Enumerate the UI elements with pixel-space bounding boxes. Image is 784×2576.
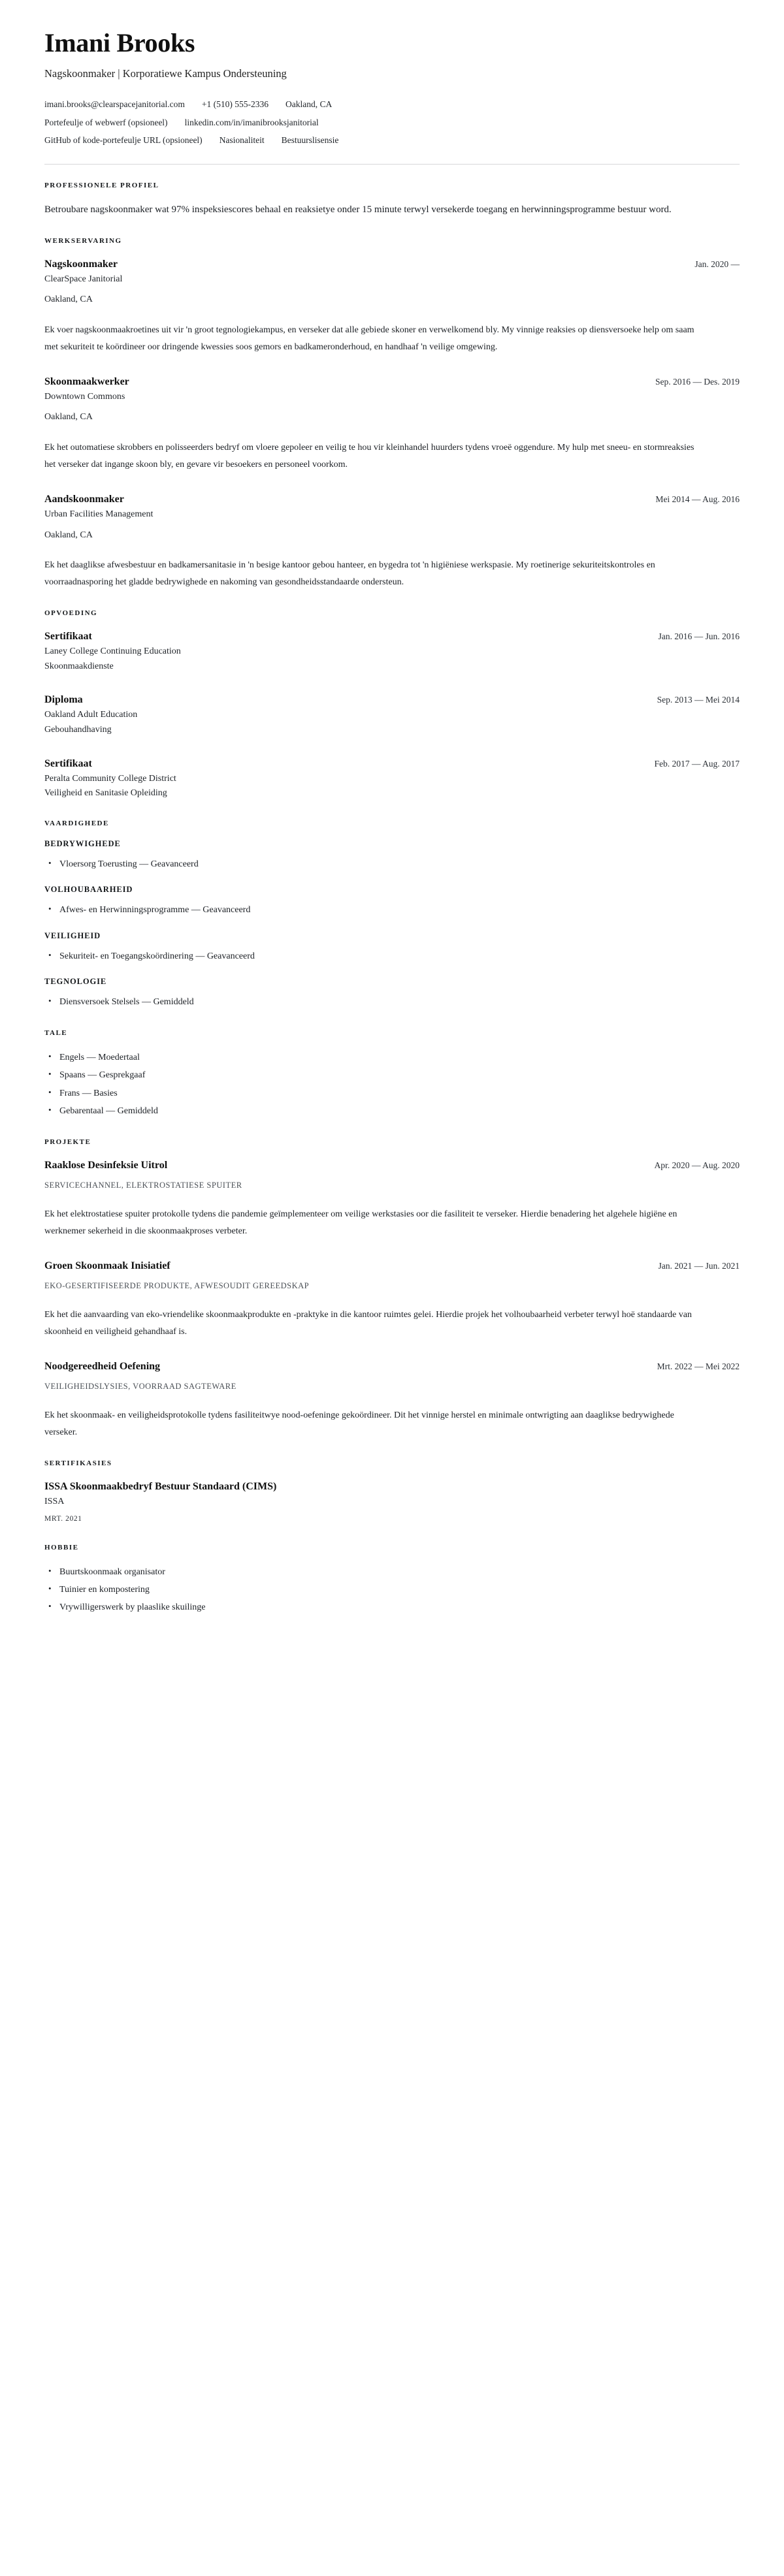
section-title-education: OPVOEDING: [44, 609, 98, 617]
project-title: Groen Skoonmaak Inisiatief: [44, 1260, 171, 1272]
entry-header: [44, 374, 740, 390]
list-item: • Sekuriteit- en Toegangskoördinering — Geavanceerd: [44, 947, 740, 965]
degree-title: Diploma: [44, 694, 83, 706]
linkedin-value[interactable]: linkedin.com/in/imanibrooksjanitorial: [184, 117, 319, 127]
skill-group: [44, 839, 740, 873]
profile-text: Betroubare nagskoonmaker wat 97% inspeksiescores behaal en reaksietye onder 15 minute terwyl versekerde toegang en herwinningsprogramme bestuur word.: [44, 204, 672, 215]
job-organization: ClearSpace Janitorial: [44, 274, 123, 284]
entry-header: [44, 756, 740, 772]
job-location: Oakland, CA: [44, 412, 93, 422]
github-value[interactable]: GitHub of kode-portefeulje URL (opsioneel): [44, 135, 203, 146]
job-date: Jan. 2020 —: [694, 259, 740, 269]
degree-date: Sep. 2013 — Mei 2014: [657, 695, 740, 705]
list-item: • Buurtskoonmaak organisator: [44, 1563, 740, 1581]
education-entry: [44, 692, 740, 737]
field-of-study: Gebouhandhaving: [44, 724, 112, 735]
contact-line-3: [44, 131, 740, 150]
list-item: • Frans — Basies: [44, 1085, 740, 1102]
job-description: Ek voer nagskoonmaakroetines uit vir 'n groot tegnologiekampus, en verseker dat alle gebiede skoner en verwelkomend bly. My vinnige reaksies op diensversoeke help om saam met sekuriteit te koördineer oor dringende kwessies soos gemors en badkameronderhoud, en handhaaf 'n veilige omgewing.: [44, 325, 694, 352]
entry-header: [44, 1359, 740, 1375]
skill-group: [44, 931, 740, 965]
certification-title: ISSA Skoonmaakbedryf Bestuur Standaard (CIMS): [44, 1480, 277, 1492]
degree-title: Sertifikaat: [44, 757, 92, 769]
job-title: Skoonmaakwerker: [44, 375, 129, 387]
job-date: Mei 2014 — Aug. 2016: [655, 494, 740, 504]
project-title: Noodgereedheid Oefening: [44, 1360, 161, 1372]
skill-group: [44, 977, 740, 1011]
project-description: Ek het elektrostatiese spuiter protokolle tydens die pandemie geïmplementeer om veilige werkstasies oor die fasiliteit te verseker. Hierdie benadering het algehele higiëne en werknemer sekerheid in die skoonmaakproses verbeter.: [44, 1209, 678, 1237]
experience-entry: [44, 492, 740, 591]
list-item: • Gebarentaal — Gemiddeld: [44, 1102, 740, 1120]
section-title-certifications: SERTIFIKASIES: [44, 1459, 112, 1467]
job-organization: Downtown Commons: [44, 391, 125, 402]
section-hobbies: [44, 1544, 740, 1617]
section-certifications: [44, 1459, 740, 1525]
school-name: Peralta Community College District: [44, 773, 176, 784]
project-title: Raaklose Desinfeksie Uitrol: [44, 1160, 168, 1171]
project-entry: [44, 1158, 740, 1240]
skill-list: [44, 993, 740, 1011]
skill-group-title: VEILIGHEID: [44, 930, 101, 940]
project-stack: SERVICECHANNEL, ELEKTROSTATIESE SPUITER: [44, 1181, 242, 1190]
job-title: Aandskoonmaker: [44, 493, 124, 505]
skill-list: [44, 855, 740, 873]
section-title-skills: VAARDIGHEDE: [44, 819, 109, 827]
project-date: Jan. 2021 — Jun. 2021: [658, 1261, 740, 1271]
education-entry: [44, 629, 740, 674]
entry-header: [44, 492, 740, 507]
project-entry: [44, 1258, 740, 1341]
list-item: • Spaans — Gesprekgaaf: [44, 1066, 740, 1084]
list-item: • Tuinier en kompostering: [44, 1581, 740, 1598]
section-title-hobbies: HOBBIE: [44, 1543, 79, 1551]
job-title: Nagskoonmaker: [44, 258, 118, 270]
skill-group: [44, 885, 740, 919]
job-location: Oakland, CA: [44, 530, 93, 540]
project-entry: [44, 1359, 740, 1441]
section-profile: [44, 182, 740, 219]
portfolio-value[interactable]: Portefeulje of webwerf (opsioneel): [44, 117, 168, 127]
email-value[interactable]: imani.brooks@clearspacejanitorial.com: [44, 99, 185, 109]
section-title-languages: TALE: [44, 1029, 68, 1038]
certification-issuer: ISSA: [44, 1496, 65, 1506]
header-divider: [44, 164, 740, 165]
experience-entry: [44, 257, 740, 356]
job-location: Oakland, CA: [44, 294, 93, 305]
section-experience: [44, 237, 740, 591]
job-organization: Urban Facilities Management: [44, 509, 154, 519]
hobby-list: [44, 1563, 740, 1617]
headline: Nagskoonmaker | Korporatiewe Kampus Ondersteuning: [44, 67, 287, 80]
location-value: Oakland, CA: [285, 99, 333, 109]
field-of-study: Skoonmaakdienste: [44, 661, 114, 671]
list-item: • Diensversoek Stelsels — Gemiddeld: [44, 993, 740, 1011]
contact-line-2: [44, 114, 740, 132]
job-description: Ek het daaglikse afwesbestuur en badkamersanitasie in 'n besige kantoor gebou hanteer, en bygedra tot 'n higiëniese werkspasie. My roetinerige sekuriteitskontroles en voorraadnasporing het gladde bedrywighede en nakoming van gesondheidsstandaarde ondersteun.: [44, 560, 655, 588]
degree-title: Sertifikaat: [44, 630, 92, 642]
project-stack: VEILIGHEIDSLYSIES, VOORRAAD SAGTEWARE: [44, 1381, 237, 1391]
section-education: [44, 609, 740, 801]
school-name: Laney College Continuing Education: [44, 646, 181, 656]
certification-entry: [44, 1479, 740, 1525]
project-description: Ek het die aanvaarding van eko-vriendelike skoonmaakprodukte en -praktyke in die kantoor ruimtes gelei. Hierdie projek het volhoubaarheid verbeter terwyl hoë standaarde van skoonheid en veiligheid gehandhaaf is.: [44, 1310, 692, 1337]
job-date: Sep. 2016 — Des. 2019: [655, 376, 740, 387]
page-title: Imani Brooks: [44, 28, 195, 57]
degree-date: Feb. 2017 — Aug. 2017: [654, 758, 740, 769]
project-stack: EKO-GESERTIFISEERDE PRODUKTE, AFWESOUDIT GEREEDSKAP: [44, 1281, 310, 1291]
project-description: Ek het skoonmaak- en veiligheidsprotokolle tydens fasiliteitwye nood-oefeninge gekoördineer. Dit het vinnige herstel en minimale ontwrigting aan daaglikse bedrywighede verseker.: [44, 1410, 674, 1437]
section-languages: [44, 1029, 740, 1120]
skill-group-title: TEGNOLOGIE: [44, 976, 107, 986]
list-item: • Engels — Moedertaal: [44, 1049, 740, 1066]
skill-list: [44, 947, 740, 965]
experience-entry: [44, 374, 740, 473]
section-title-projects: PROJEKTE: [44, 1138, 91, 1147]
entry-header: [44, 1158, 740, 1173]
list-item: • Vrywilligerswerk by plaaslike skuilinge: [44, 1598, 740, 1616]
list-item: • Afwes- en Herwinningsprogramme — Geavanceerd: [44, 901, 740, 919]
education-entry: [44, 756, 740, 801]
project-date: Mrt. 2022 — Mei 2022: [657, 1361, 740, 1371]
resume-header: [44, 29, 740, 150]
field-of-study: Veiligheid en Sanitasie Opleiding: [44, 788, 167, 799]
section-projects: [44, 1138, 740, 1440]
skill-group-title: BEDRYWIGHEDE: [44, 839, 121, 848]
skill-list: [44, 901, 740, 919]
list-item: • Vloersorg Toerusting — Geavanceerd: [44, 855, 740, 873]
phone-value[interactable]: +1 (510) 555-2336: [201, 99, 269, 109]
entry-header: [44, 257, 740, 272]
entry-header: [44, 692, 740, 708]
section-skills: [44, 819, 740, 1011]
driving-license-value: Bestuurslisensie: [281, 135, 339, 146]
nationality-value: Nasionaliteit: [219, 135, 265, 146]
section-title-experience: WERKSERVARING: [44, 236, 122, 245]
project-date: Apr. 2020 — Aug. 2020: [654, 1160, 740, 1171]
entry-header: [44, 1258, 740, 1274]
certification-date: MRT. 2021: [44, 1515, 82, 1523]
school-name: Oakland Adult Education: [44, 710, 138, 720]
language-list: [44, 1049, 740, 1120]
entry-header: [44, 629, 740, 644]
section-title-profile: PROFESSIONELE PROFIEL: [44, 181, 159, 189]
skill-group-title: VOLHOUBAARHEID: [44, 885, 133, 895]
job-description: Ek het outomatiese skrobbers en polisseerders bedryf om vloere gepoleer en veilig te hou vir kleinhandel huurders tydens vroeë oggendure. My hulp met sneeu- en stormreaksies het verseker dat ingange skoon bly, en gevare vir besoekers en personeel voorkom.: [44, 443, 694, 469]
degree-date: Jan. 2016 — Jun. 2016: [658, 631, 740, 641]
contact-line-1: [44, 95, 740, 114]
